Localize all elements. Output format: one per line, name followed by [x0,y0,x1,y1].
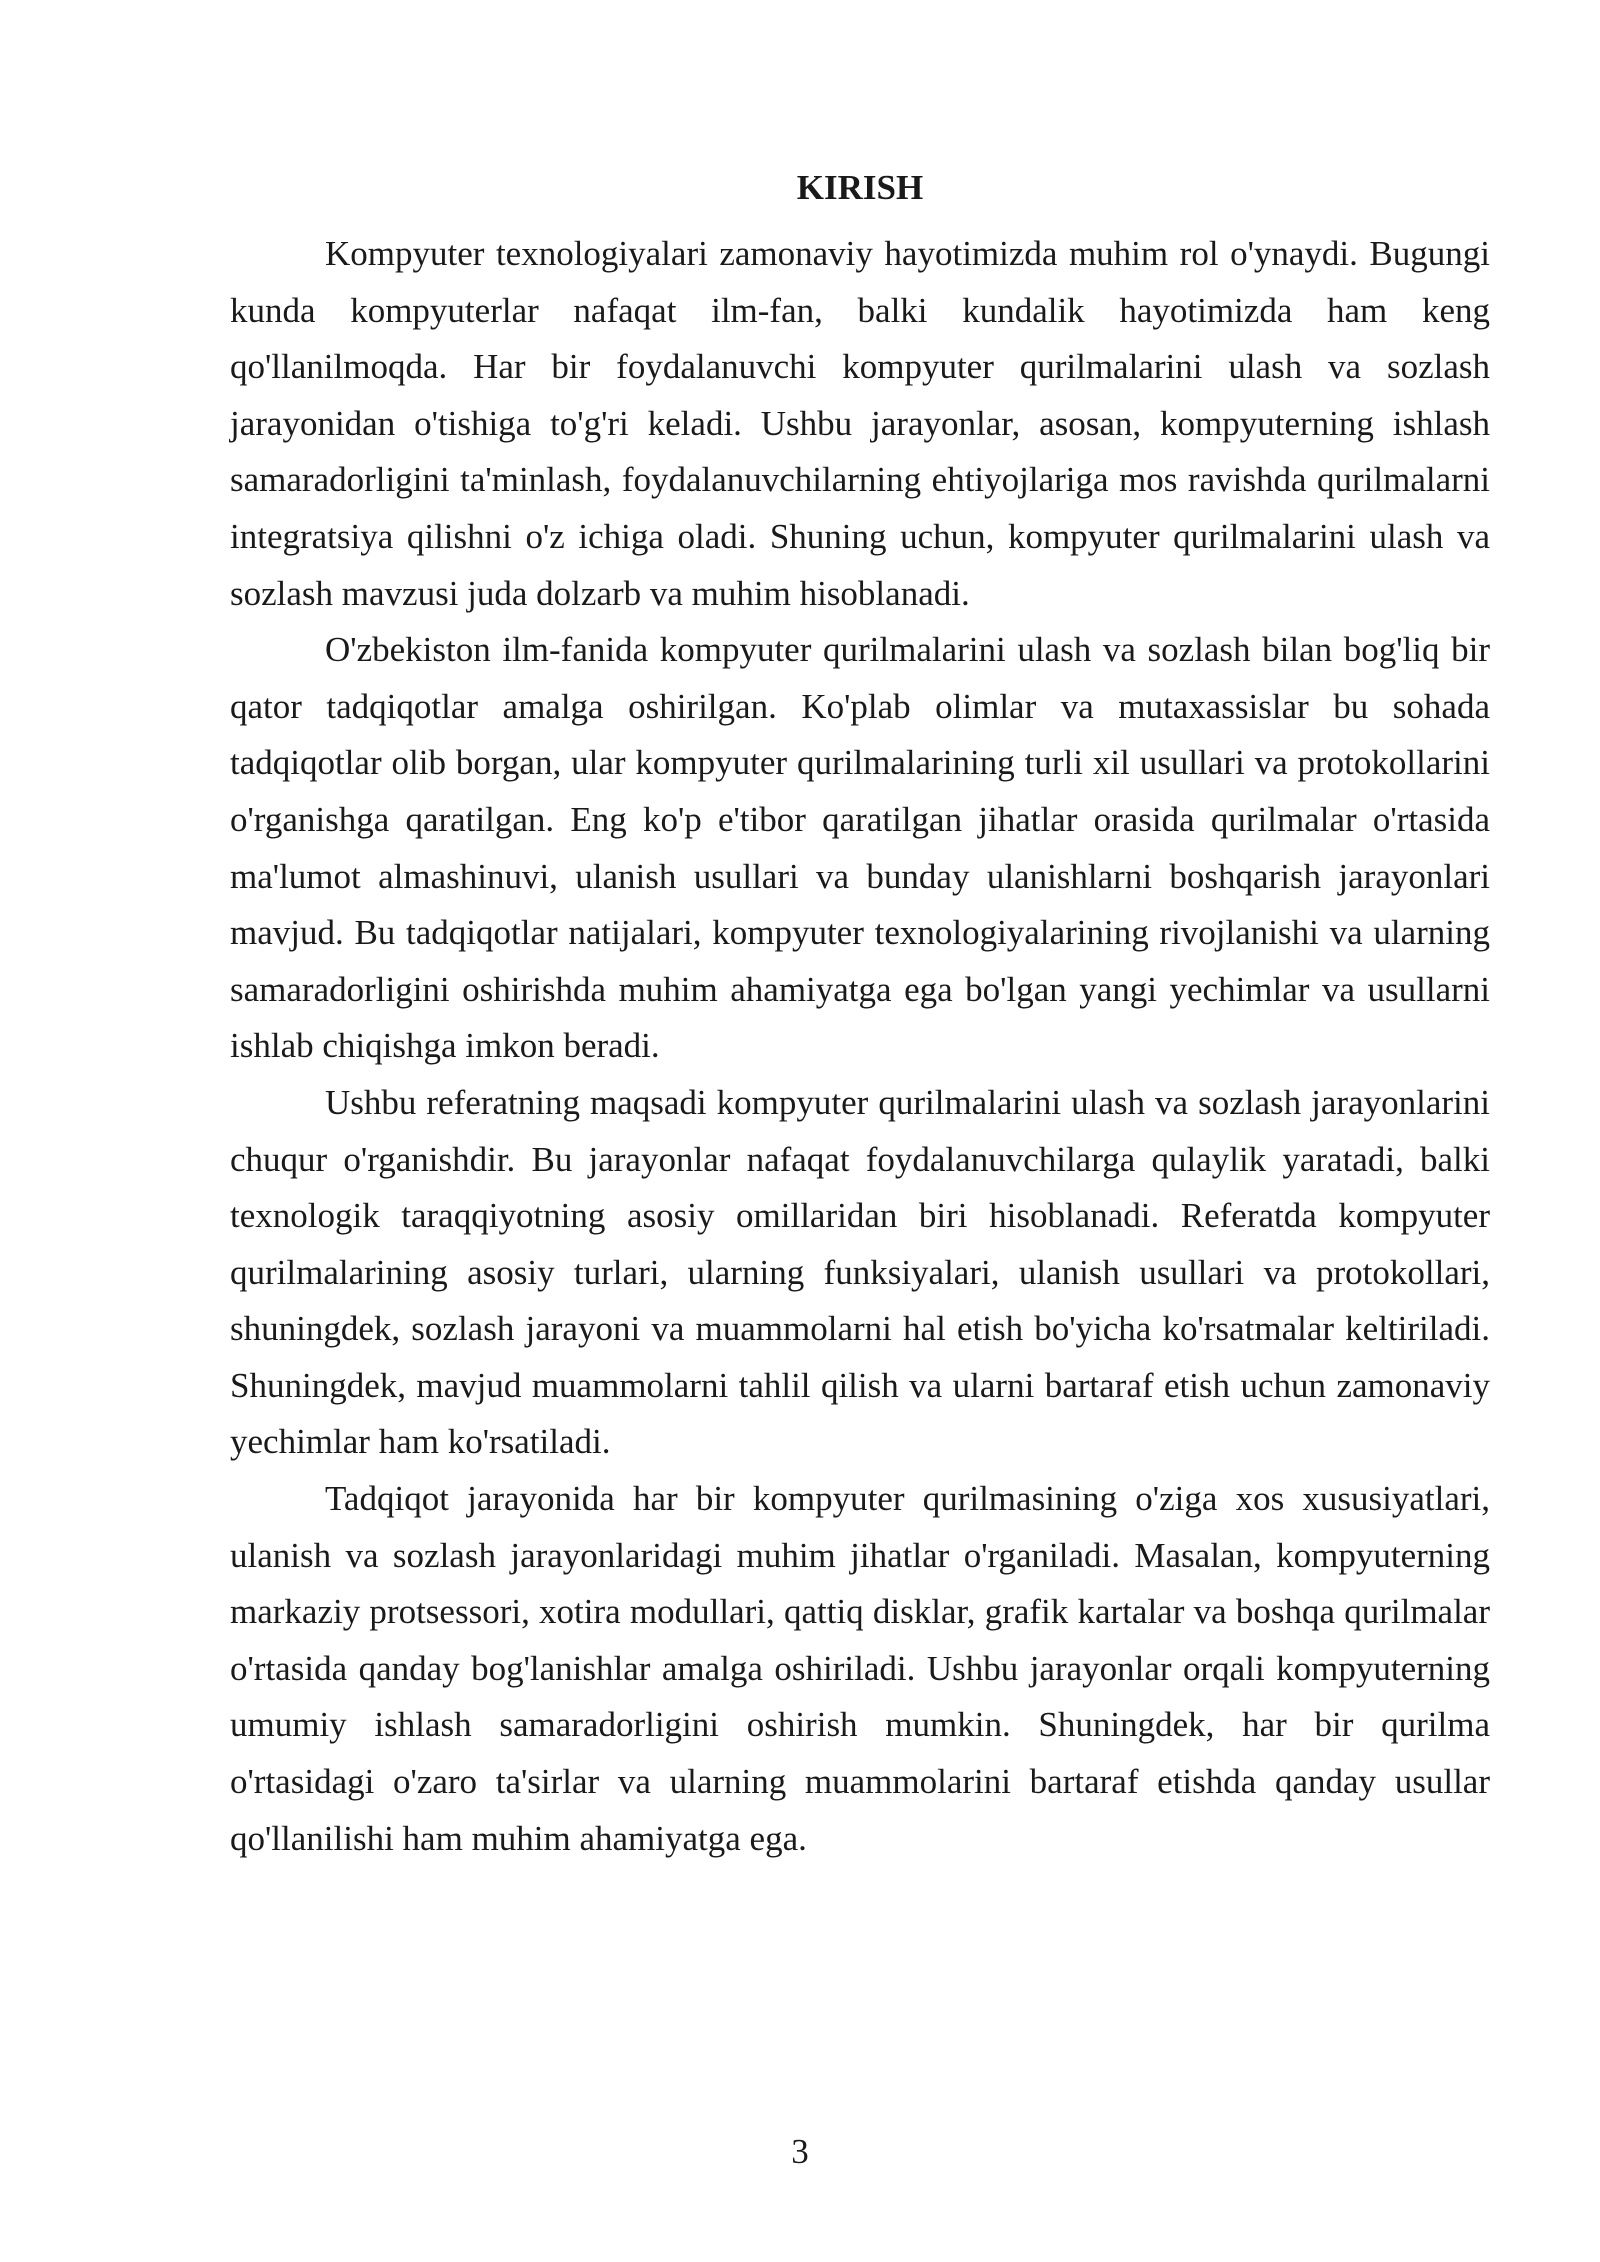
paragraph-1: Kompyuter texnologiyalari zamonaviy hayotimizda muhim rol o'ynaydi. Bugungi kunda kompyuterlar nafaqat ilm-fan, balki kundalik hayotimizda ham keng qo'llanilmoqda. Har bir foydalanuvchi kompyuter qurilmalarini ulash va sozlash jarayonidan o'tishiga to'g'ri keladi. Ushbu jarayonlar, asosan, kompyuterning ishlash samaradorligini ta'minlash, foydalanuvchilarning ehtiyojlariga mos ravishda qurilmalarni integratsiya qilishni o'z ichiga oladi. Shuning uchun, kompyuter qurilmalarini ulash va sozlash mavzusi juda dolzarb va muhim hisoblanadi. [230,234,1490,613]
page-content [230,160,1490,1867]
paragraph-3: Ushbu referatning maqsadi kompyuter qurilmalarini ulash va sozlash jarayonlarini chuqur o'rganishdir. Bu jarayonlar nafaqat foydalanuvchilarga qulaylik yaratadi, balki texnologik taraqqiyotning asosiy omillaridan biri hisoblanadi. Referatda kompyuter qurilmalarining asosiy turlari, ularning funksiyalari, ulanish usullari va protokollari, shuningdek, sozlash jarayoni va muammolarni hal etish bo'yicha ko'rsatmalar keltiriladi. Shuningdek, mavjud muammolarni tahlil qilish va ularni bartaraf etish uchun zamonaviy yechimlar ham ko'rsatiladi. [230,1082,1490,1462]
page-number: 3 [791,2132,809,2171]
paragraph-2: O'zbekiston ilm-fanida kompyuter qurilmalarini ulash va sozlash bilan bog'liq bir qator tadqiqotlar amalga oshirilgan. Ko'plab olimlar va mutaxassislar bu sohada tadqiqotlar olib borgan, ular kompyuter qurilmalarining turli xil usullari va protokollarini o'rganishga qaratilgan. Eng ko'p e'tibor qaratilgan jihatlar orasida qurilmalar o'rtasida ma'lumot almashinuvi, ulanish usullari va bunday ulanishlarni boshqarish jarayonlari mavjud. Bu tadqiqotlar natijalari, kompyuter texnologiyalarining rivojlanishi va ularning samaradorligini oshirishda muhim ahamiyatga ega bo'lgan yangi yechimlar va usullarni ishlab chiqishga imkon beradi. [230,630,1490,1066]
section-title: KIRISH [796,168,924,207]
paragraph-4: Tadqiqot jarayonida har bir kompyuter qurilmasining o'ziga xos xususiyatlari, ulanish va sozlash jarayonlaridagi muhim jihatlar o'rganiladi. Masalan, kompyuterning markaziy protsessori, xotira modullari, qattiq disklar, grafik kartalar va boshqa qurilmalar o'rtasida qanday bog'lanishlar amalga oshiriladi. Ushbu jarayonlar orqali kompyuterning umumiy ishlash samaradorligini oshirish mumkin. Shuningdek, har bir qurilma o'rtasidagi o'zaro ta'sirlar va ularning muammolarini bartaraf etishda qanday usullar qo'llanilishi ham muhim ahamiyatga ega. [230,1479,1490,1858]
